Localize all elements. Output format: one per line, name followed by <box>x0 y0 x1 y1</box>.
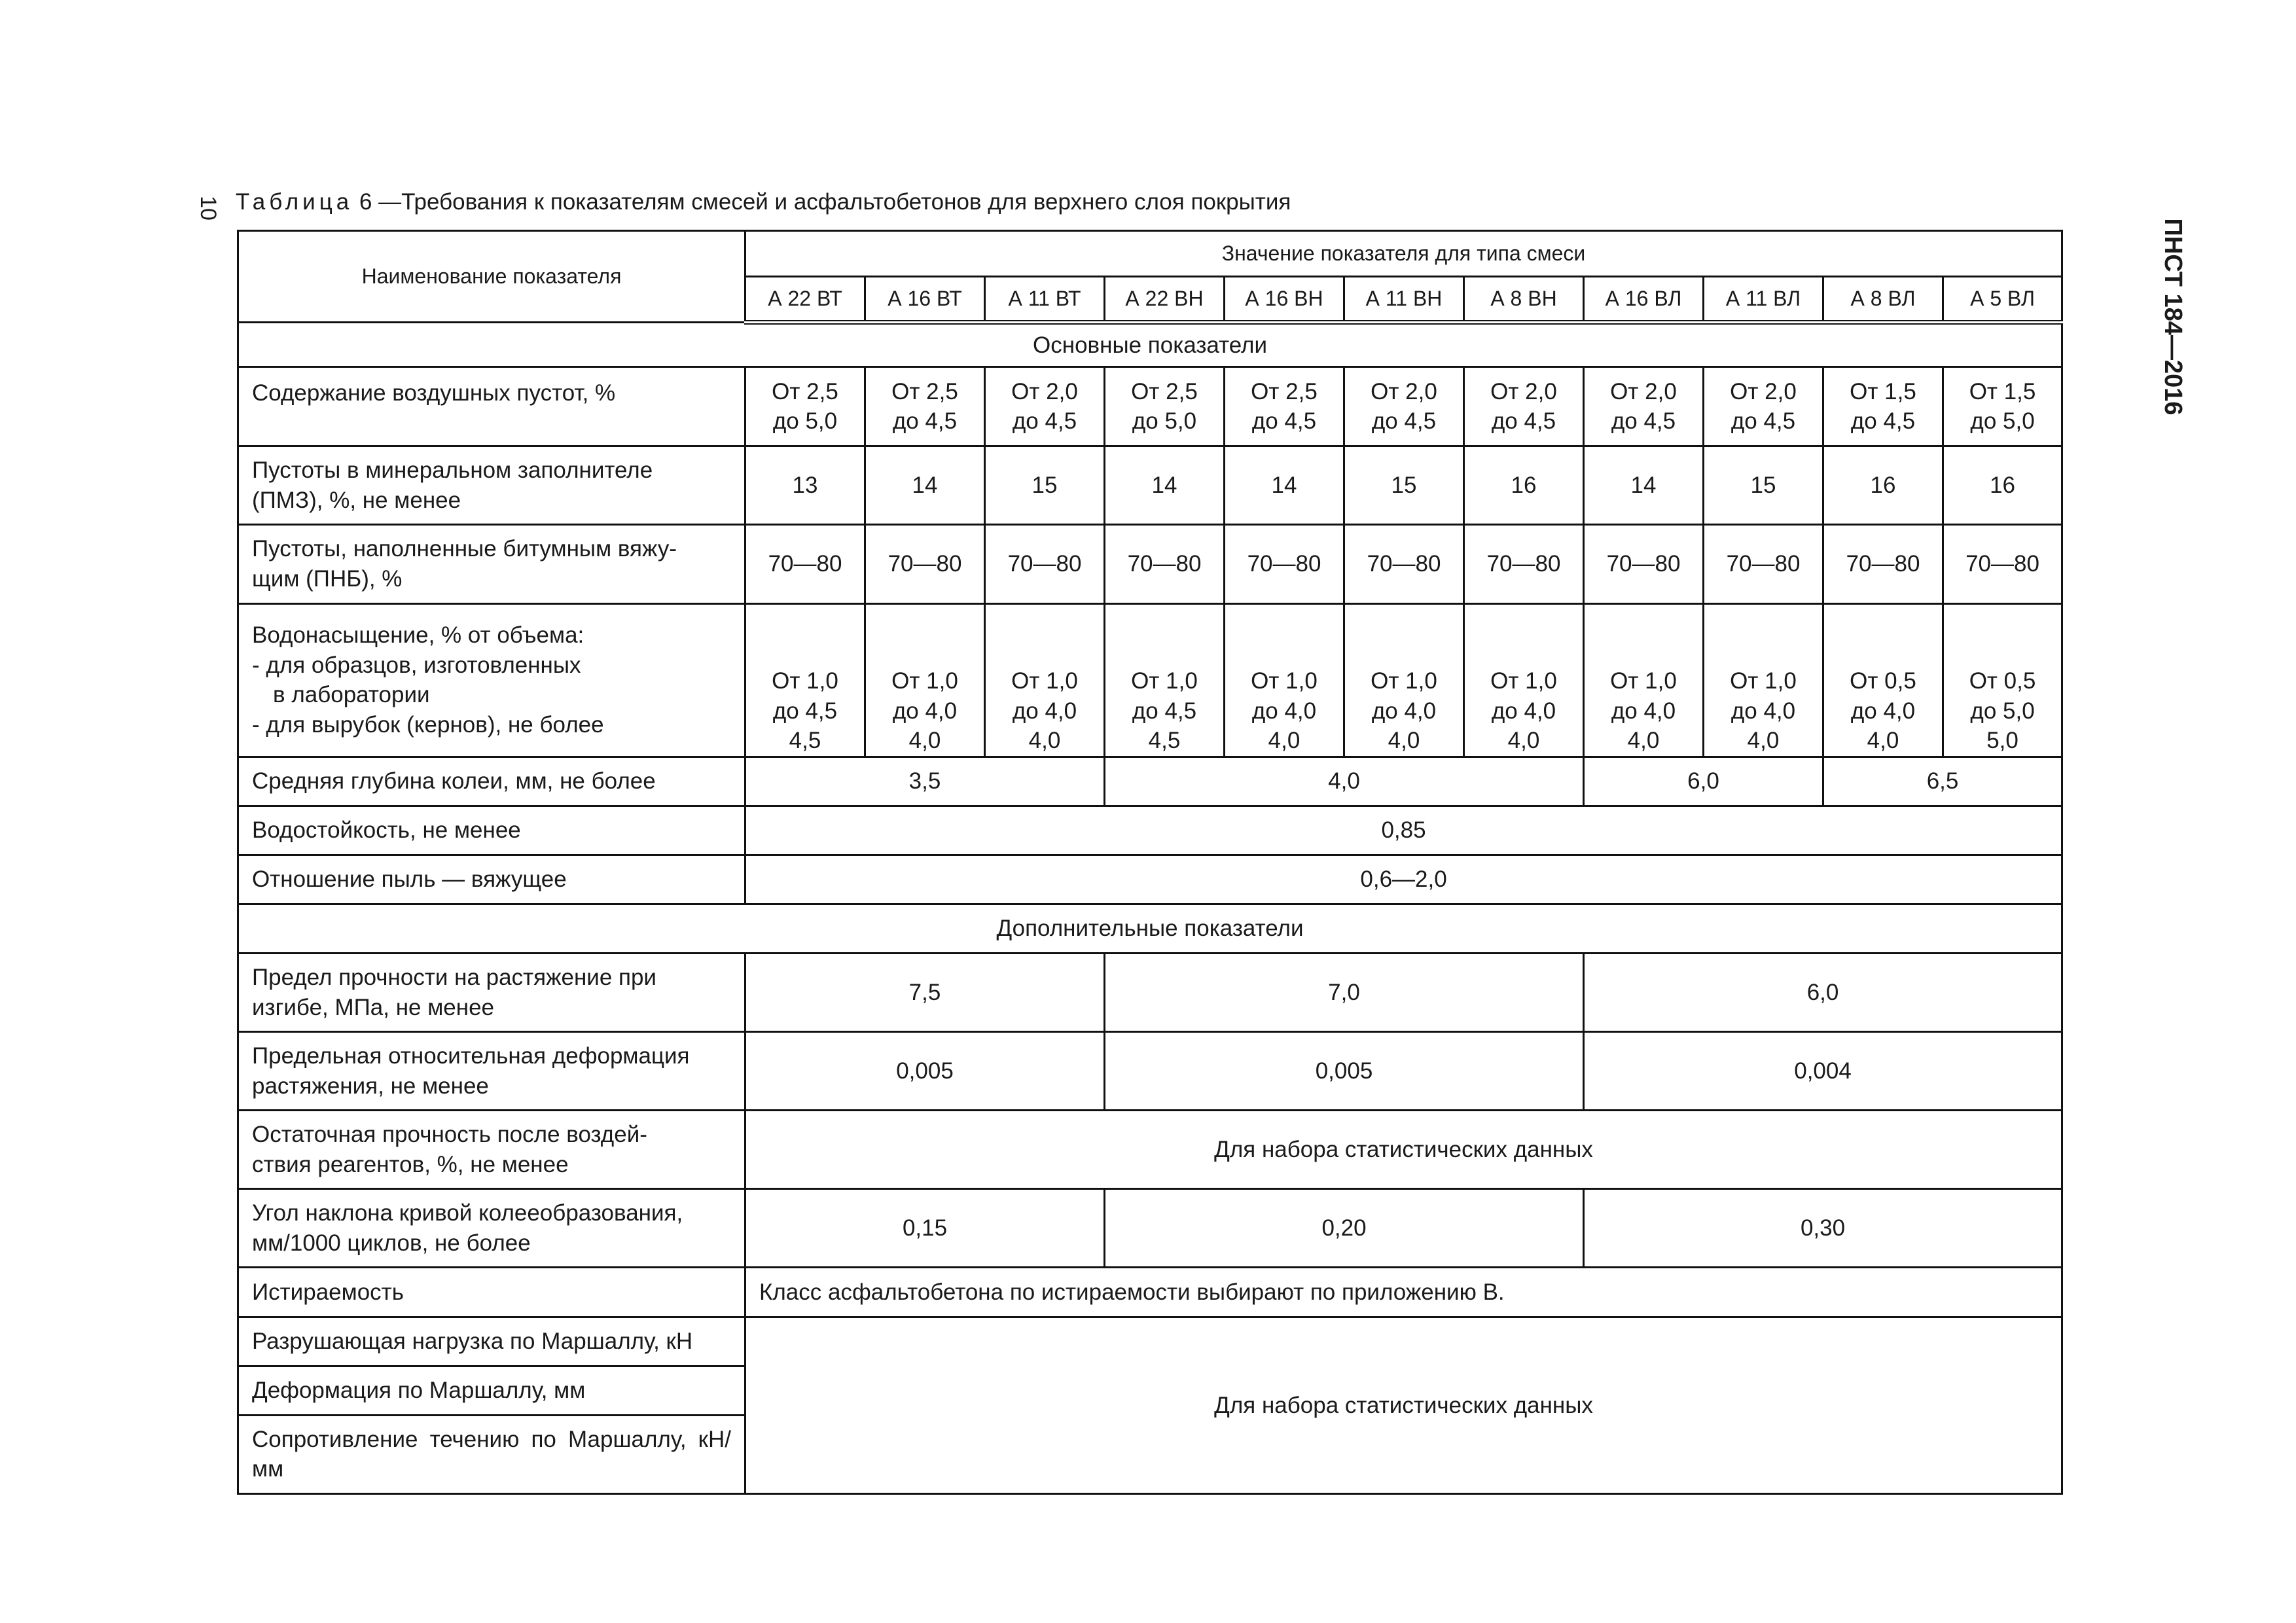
value-cell <box>1823 603 1943 757</box>
value-cell <box>745 603 865 757</box>
mix-type-header: А 16 ВТ <box>865 277 985 323</box>
value-line: до 4,5 <box>1850 408 1916 435</box>
value-line: до 4,0 <box>892 698 958 724</box>
value-cell: 4,0 <box>1105 757 1584 806</box>
label-line: - для образцов, изготовленных <box>252 652 581 678</box>
value-line: 4,0 <box>1507 728 1540 754</box>
value-cell <box>745 367 865 446</box>
value-line: От 2,0 <box>1730 378 1797 404</box>
value-cell: 70—80 <box>1105 525 1225 603</box>
row-label <box>238 1111 745 1189</box>
value-cell: 6,0 <box>1584 757 1823 806</box>
value-line: 4,5 <box>789 728 821 754</box>
value-line: до 4,0 <box>1850 698 1916 724</box>
value-line: 4,0 <box>1388 728 1420 754</box>
value-cell: 16 <box>1823 446 1943 525</box>
value-line: до 4,5 <box>1012 408 1077 435</box>
value-cell: 0,004 <box>1584 1032 2062 1111</box>
value-line: От 2,0 <box>1490 378 1557 404</box>
table-row <box>238 806 2062 855</box>
value-cell: 70—80 <box>865 525 985 603</box>
value-cell: 14 <box>865 446 985 525</box>
value-cell: 6,5 <box>1823 757 2062 806</box>
value-cell: 70—80 <box>1344 525 1464 603</box>
section-row <box>238 904 2062 953</box>
value-cell <box>1943 367 2062 446</box>
value-cell: 0,20 <box>1105 1189 1584 1268</box>
label-line: Пустоты в минеральном заполнителе <box>252 457 653 484</box>
label-line: Водонасыщение, % от объема: <box>252 622 584 649</box>
value-cell: 13 <box>745 446 865 525</box>
value-cell <box>1225 603 1344 757</box>
value-cell: 0,30 <box>1584 1189 2062 1268</box>
label-line: растяжения, не менее <box>252 1073 489 1099</box>
value-line: От 1,0 <box>1251 668 1318 694</box>
value-line: до 5,0 <box>1970 698 2035 724</box>
value-line: до 4,0 <box>1371 698 1437 724</box>
values-column-header: Значение показателя для типа смеси <box>745 231 2062 277</box>
value-cell <box>1225 367 1344 446</box>
value-line: до 4,5 <box>1491 408 1556 435</box>
value-cell <box>1704 367 1823 446</box>
value-line: От 2,0 <box>1371 378 1437 404</box>
row-label: Содержание воздушных пустот, % <box>238 367 745 446</box>
value-cell: 7,0 <box>1105 954 1584 1032</box>
value-cell <box>985 603 1105 757</box>
value-line: до 4,5 <box>1132 698 1197 724</box>
value-line: до 4,5 <box>772 698 838 724</box>
table-row <box>238 855 2062 904</box>
value-cell: Класс асфальтобетона по истираемости выбирают по приложению В. <box>745 1268 2062 1317</box>
row-label <box>238 954 745 1032</box>
label-line: изгибе, МПа, не менее <box>252 994 495 1020</box>
mix-type-header: А 11 ВЛ <box>1704 277 1823 323</box>
value-cell <box>1704 603 1823 757</box>
value-cell: 15 <box>985 446 1105 525</box>
value-line: до 4,0 <box>1251 698 1317 724</box>
value-cell <box>1464 367 1584 446</box>
value-line: От 1,5 <box>1850 378 1916 404</box>
table-row <box>238 525 2062 603</box>
caption-label: Таблица <box>236 189 353 215</box>
mix-type-header: А 11 ВТ <box>985 277 1105 323</box>
mix-type-header: А 16 ВН <box>1225 277 1344 323</box>
label-line: - для вырубок (кернов), не более <box>252 711 604 738</box>
row-label <box>238 603 745 757</box>
value-cell: 70—80 <box>1464 525 1584 603</box>
value-line: От 2,0 <box>1011 378 1078 404</box>
value-line: От 1,0 <box>1131 668 1198 694</box>
value-cell: 70—80 <box>745 525 865 603</box>
value-cell: 6,0 <box>1584 954 2062 1032</box>
table-row <box>238 757 2062 806</box>
mix-type-header: А 11 ВН <box>1344 277 1464 323</box>
row-label: Сопротивление течению по Маршаллу, кН/мм <box>238 1415 745 1493</box>
table-row <box>238 1268 2062 1317</box>
value-cell: Для набора статистических данных <box>745 1111 2062 1189</box>
value-cell: 3,5 <box>745 757 1105 806</box>
value-line: до 5,0 <box>1132 408 1197 435</box>
label-line: Предельная относительная деформация <box>252 1043 690 1069</box>
value-line: От 1,0 <box>772 668 838 694</box>
label-line: мм/1000 циклов, не более <box>252 1230 531 1256</box>
row-label <box>238 446 745 525</box>
value-line: до 4,5 <box>1371 408 1437 435</box>
requirements-table <box>237 230 2063 1495</box>
value-line: От 1,0 <box>1011 668 1078 694</box>
value-cell <box>1943 603 2062 757</box>
value-cell <box>1105 603 1225 757</box>
value-cell: 14 <box>1225 446 1344 525</box>
label-line: Угол наклона кривой колееобразования, <box>252 1200 683 1226</box>
value-cell: 70—80 <box>985 525 1105 603</box>
value-line: От 2,0 <box>1610 378 1677 404</box>
value-line: до 4,0 <box>1611 698 1676 724</box>
mix-type-header: А 22 ВН <box>1105 277 1225 323</box>
value-line: От 1,0 <box>1490 668 1557 694</box>
value-line: От 1,0 <box>1610 668 1677 694</box>
value-line: до 4,5 <box>1611 408 1676 435</box>
value-line: От 1,0 <box>1730 668 1797 694</box>
row-label: Отношение пыль — вяжущее <box>238 855 745 904</box>
value-line: 4,0 <box>908 728 941 754</box>
value-line: От 1,0 <box>1371 668 1437 694</box>
section-row <box>238 323 2062 367</box>
value-cell: 70—80 <box>1225 525 1344 603</box>
value-cell <box>985 367 1105 446</box>
value-cell <box>1344 367 1464 446</box>
label-line: (ПМЗ), %, не менее <box>252 487 461 513</box>
table-row <box>238 446 2062 525</box>
name-column-header: Наименование показателя <box>238 231 745 323</box>
value-cell: 70—80 <box>1823 525 1943 603</box>
value-line: 4,0 <box>1268 728 1300 754</box>
mix-type-header: А 22 ВТ <box>745 277 865 323</box>
row-label: Истираемость <box>238 1268 745 1317</box>
row-label: Водостойкость, не менее <box>238 806 745 855</box>
value-line: От 0,5 <box>1850 668 1916 694</box>
label-line: в лаборатории <box>273 682 430 708</box>
value-cell: 14 <box>1584 446 1704 525</box>
value-cell <box>1344 603 1464 757</box>
table-row <box>238 954 2062 1032</box>
value-cell: 15 <box>1344 446 1464 525</box>
value-line: до 4,5 <box>1251 408 1317 435</box>
value-cell: Для набора статистических данных <box>745 1317 2062 1493</box>
mix-type-header: А 8 ВН <box>1464 277 1584 323</box>
mix-type-header: А 8 ВЛ <box>1823 277 1943 323</box>
label-line: Остаточная прочность после воздей- <box>252 1122 647 1148</box>
value-cell: 0,85 <box>745 806 2062 855</box>
row-label: Разрушающая нагрузка по Маршаллу, кН <box>238 1317 745 1366</box>
label-line: щим (ПНБ), % <box>252 565 403 592</box>
mix-type-header: А 5 ВЛ <box>1943 277 2062 323</box>
value-line: 4,0 <box>1747 728 1780 754</box>
value-line: От 1,0 <box>891 668 958 694</box>
table-row <box>238 1032 2062 1111</box>
row-label: Средняя глубина колеи, мм, не более <box>238 757 745 806</box>
value-line: От 2,5 <box>1131 378 1198 404</box>
value-line: до 4,5 <box>1731 408 1796 435</box>
value-cell: 7,5 <box>745 954 1105 1032</box>
value-cell: 70—80 <box>1943 525 2062 603</box>
value-line: От 2,5 <box>1251 378 1318 404</box>
value-cell <box>1105 367 1225 446</box>
value-line: От 2,5 <box>772 378 838 404</box>
value-cell: 0,6—2,0 <box>745 855 2062 904</box>
row-label <box>238 525 745 603</box>
table-caption <box>236 187 1291 217</box>
table-row <box>238 1111 2062 1189</box>
row-label: Деформация по Маршаллу, мм <box>238 1366 745 1415</box>
value-line: 4,0 <box>1867 728 1899 754</box>
value-line: 4,5 <box>1148 728 1181 754</box>
value-cell: 16 <box>1464 446 1584 525</box>
value-cell <box>1584 367 1704 446</box>
value-cell <box>865 603 985 757</box>
section-title-main: Основные показатели <box>238 323 2062 367</box>
value-line: 4,0 <box>1627 728 1660 754</box>
mix-type-header: А 16 ВЛ <box>1584 277 1704 323</box>
value-line: 5,0 <box>1986 728 2018 754</box>
value-cell: 15 <box>1704 446 1823 525</box>
value-cell: 0,15 <box>745 1189 1105 1268</box>
value-cell <box>1823 367 1943 446</box>
table-row <box>238 1189 2062 1268</box>
value-cell: 16 <box>1943 446 2062 525</box>
value-line: до 4,0 <box>1731 698 1796 724</box>
value-line: до 4,0 <box>1012 698 1077 724</box>
header-row <box>238 231 2062 277</box>
value-line: до 4,0 <box>1491 698 1556 724</box>
value-cell: 14 <box>1105 446 1225 525</box>
value-line: до 4,5 <box>892 408 958 435</box>
value-line: до 5,0 <box>772 408 838 435</box>
value-cell <box>1464 603 1584 757</box>
label-line: Предел прочности на растяжение при <box>252 965 656 991</box>
table-row <box>238 1317 2062 1366</box>
value-cell: 70—80 <box>1584 525 1704 603</box>
table-row <box>238 603 2062 757</box>
document-code: ПНСТ 184—2016 <box>2159 218 2187 416</box>
value-cell: 70—80 <box>1704 525 1823 603</box>
row-label <box>238 1189 745 1268</box>
label-line: ствия реагентов, %, не менее <box>252 1151 569 1177</box>
caption-text: 6 —Требования к показателям смесей и асфальтобетонов для верхнего слоя покрытия <box>353 189 1291 215</box>
value-line: 4,0 <box>1028 728 1061 754</box>
value-line: От 1,5 <box>1969 378 2036 404</box>
value-cell: 0,005 <box>745 1032 1105 1111</box>
value-line: От 0,5 <box>1969 668 2036 694</box>
table-row <box>238 367 2062 446</box>
row-label <box>238 1032 745 1111</box>
section-title-additional: Дополнительные показатели <box>238 904 2062 953</box>
value-cell <box>1584 603 1704 757</box>
value-cell <box>865 367 985 446</box>
value-cell: 0,005 <box>1105 1032 1584 1111</box>
value-line: От 2,5 <box>891 378 958 404</box>
value-line: до 5,0 <box>1970 408 2035 435</box>
page-number: 10 <box>196 196 221 221</box>
label-line: Пустоты, наполненные битумным вяжу- <box>252 536 677 562</box>
